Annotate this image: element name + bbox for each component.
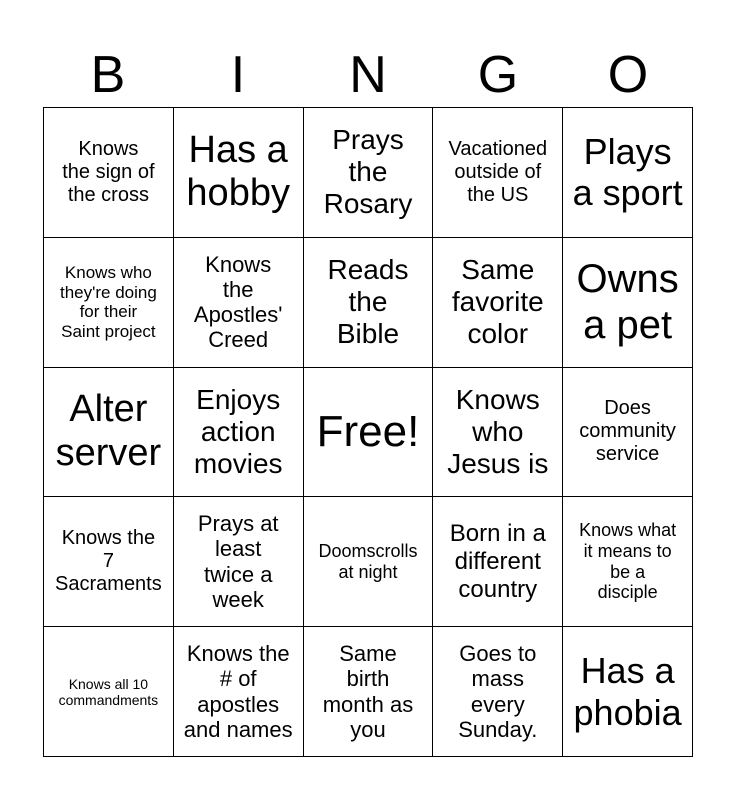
cell-text: Prays at least twice a week [197,511,279,613]
bingo-cell-r5-c5[interactable] [563,627,693,757]
bingo-cell-r2-c3[interactable] [304,238,434,368]
cell-text: Does community service [579,397,676,466]
bingo-cell-r5-c4[interactable] [433,627,563,757]
free-space: Free! [316,406,420,456]
bingo-cell-r1-c3[interactable] [304,108,434,238]
header-letter-i: I [230,46,246,104]
bingo-cell-r4-c5[interactable] [563,497,693,627]
bingo-cell-r4-c2[interactable] [174,497,304,627]
cell-text: Knows the 7 Sacraments [55,527,162,596]
cell-text: Knows who Jesus is [447,383,549,480]
header-letter-n: N [349,46,387,104]
bingo-cell-r1-c1[interactable] [44,108,174,238]
bingo-cell-r4-c3[interactable] [304,497,434,627]
cell-text: Knows who they're doing for their Saint project [59,263,157,341]
cell-text: Enjoys action movies [193,383,283,480]
cell-text: Reads the Bible [327,253,409,350]
bingo-cell-r5-c2[interactable] [174,627,304,757]
bingo-cell-r3-c2[interactable] [174,368,304,498]
header-letter-o: O [607,46,649,104]
bingo-header [43,44,693,106]
header-letter-b: B [90,46,126,104]
bingo-cell-r3-c3[interactable] [304,368,434,498]
cell-text: Prays the Rosary [323,124,413,220]
cell-text: Alter server [55,388,162,474]
header-letter-g: G [477,46,519,104]
cell-text: Plays a sport [572,131,683,214]
cell-text: Vacationed outside of the US [448,137,548,206]
bingo-cell-r4-c1[interactable] [44,497,174,627]
bingo-cell-r1-c2[interactable] [174,108,304,238]
bingo-cell-r3-c1[interactable] [44,368,174,498]
bingo-cell-r2-c2[interactable] [174,238,304,368]
cell-text: Knows the Apostles' Creed [193,251,283,353]
bingo-cell-r1-c4[interactable] [433,108,563,238]
cell-text: Knows all 10 commandments [58,675,159,708]
bingo-cell-r5-c3[interactable] [304,627,434,757]
cell-text: Same birth month as you [322,641,414,742]
cell-text: Born in a different country [449,520,546,603]
cell-text: Knows the # of apostles and names [183,641,293,742]
cell-text: Doomscrolls at night [318,541,418,582]
cell-text: Has a phobia [573,650,682,733]
bingo-cell-r1-c5[interactable] [563,108,693,238]
bingo-cell-r2-c5[interactable] [563,238,693,368]
bingo-cell-r2-c4[interactable] [433,238,563,368]
cell-text: Knows what it means to be a disciple [579,520,677,603]
cell-text: Has a hobby [186,128,290,215]
cell-text: Knows the sign of the cross [62,137,155,206]
bingo-cell-r3-c4[interactable] [433,368,563,498]
bingo-cell-r2-c1[interactable] [44,238,174,368]
bingo-board [43,107,693,757]
cell-text: Goes to mass every Sunday. [458,641,538,742]
cell-text: Owns a pet [576,257,679,348]
bingo-cell-r4-c4[interactable] [433,497,563,627]
bingo-cell-r3-c5[interactable] [563,368,693,498]
cell-text: Same favorite color [451,253,544,350]
bingo-cell-r5-c1[interactable] [44,627,174,757]
